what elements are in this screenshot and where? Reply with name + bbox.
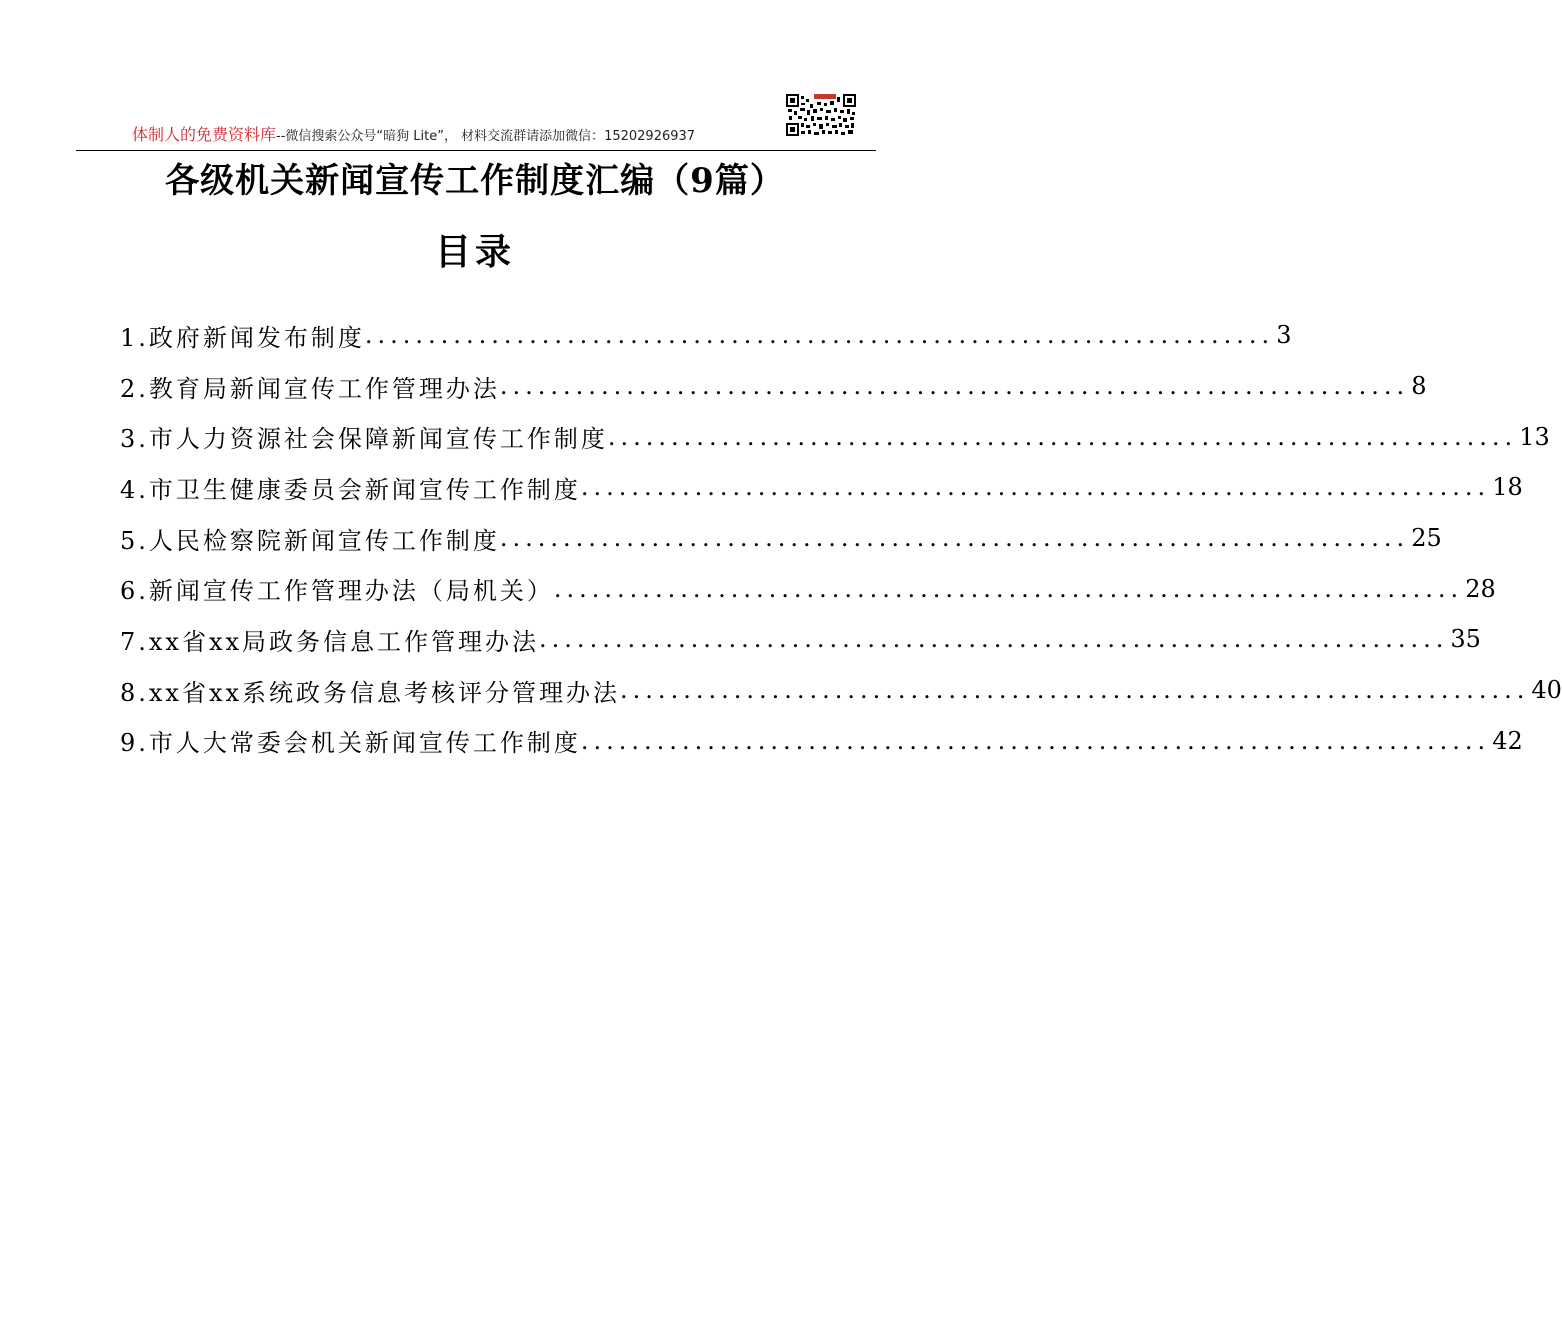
toc-entry[interactable]: [120, 665, 1562, 716]
toc-page-number: 35: [1450, 625, 1481, 654]
toc-page-number: 13: [1519, 422, 1550, 451]
toc-leader-dots: ........................................................................: [580, 726, 1491, 755]
toc-entry-title: 3.市人力资源社会保障新闻宣传工作制度: [120, 425, 608, 454]
brand-text: 体制人的免费资料库: [132, 125, 277, 144]
toc-page-number: 3: [1276, 321, 1292, 350]
toc-entry-title: 2.教育局新闻宣传工作管理办法: [120, 374, 500, 403]
header-text: [132, 122, 695, 145]
toc-entry-title: 7.xx省xx局政务信息工作管理办法: [120, 627, 540, 656]
toc-leader-dots: ........................................................................: [620, 676, 1530, 705]
toc-entry-title: 1.政府新闻发布制度: [120, 323, 365, 352]
toc-entry-title: 4.市卫生健康委员会新闻宣传工作制度: [120, 475, 581, 504]
toc-entry[interactable]: [120, 513, 1442, 564]
toc-page-number: 18: [1492, 473, 1523, 502]
page-header: [76, 92, 876, 151]
toc-leader-dots: ........................................................................: [499, 524, 1410, 553]
toc-leader-dots: ........................................................................: [553, 574, 1464, 603]
toc-leader-dots: ........................................................................: [539, 625, 1449, 654]
toc-entry[interactable]: [120, 716, 1523, 767]
toc-page-number: 25: [1411, 524, 1442, 553]
toc-entry[interactable]: [120, 462, 1523, 513]
toc-page-number: 28: [1465, 574, 1496, 603]
toc-page-number: 42: [1492, 726, 1523, 755]
toc-entry[interactable]: [120, 361, 1427, 412]
toc-heading: 目录: [434, 231, 515, 273]
toc-leader-dots: ........................................................................: [580, 473, 1491, 502]
toc-entry-title: 6.新闻宣传工作管理办法（局机关）: [120, 577, 554, 606]
toc-page-number: 40: [1531, 676, 1562, 705]
toc-entry[interactable]: [120, 563, 1496, 614]
toc-entry[interactable]: [120, 310, 1292, 361]
table-of-contents: [120, 310, 1562, 766]
toc-page-number: 8: [1411, 372, 1427, 401]
toc-entry[interactable]: [120, 411, 1550, 462]
toc-entry-title: 8.xx省xx系统政务信息考核评分管理办法: [120, 678, 621, 707]
toc-entry-title: 5.人民检察院新闻宣传工作制度: [120, 526, 500, 555]
toc-leader-dots: ........................................................................: [499, 372, 1410, 401]
document-title: 各级机关新闻宣传工作制度汇编（9篇）: [165, 161, 785, 201]
qr-code-icon: [786, 94, 856, 136]
toc-leader-dots: ........................................................................: [364, 321, 1275, 350]
toc-entry[interactable]: [120, 614, 1481, 665]
toc-entry-title: 9.市人大常委会机关新闻宣传工作制度: [120, 729, 581, 758]
slogan-text: --微信搜索公众号“暗狗 Lite”， 材料交流群请添加微信：15202926937: [276, 129, 696, 144]
toc-leader-dots: ........................................................................: [607, 422, 1518, 451]
